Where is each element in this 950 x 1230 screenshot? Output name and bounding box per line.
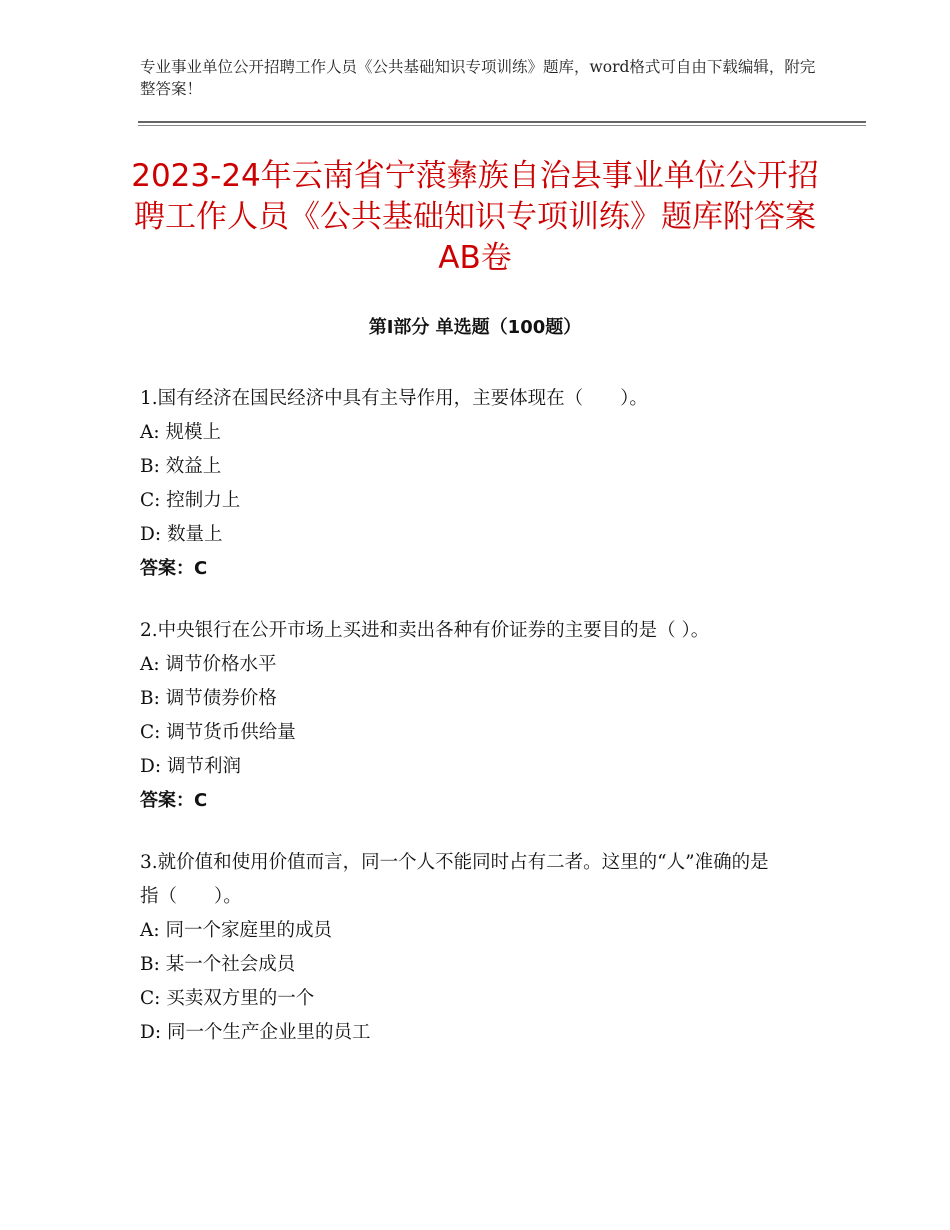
option-letter: D:	[140, 1022, 162, 1043]
option-letter: A:	[140, 920, 160, 941]
header-note: 专业事业单位公开招聘工作人员《公共基础知识专项训练》题库，word格式可自由下载编辑，附完整答案！	[140, 58, 816, 98]
option-letter: B:	[140, 688, 160, 709]
option-text: 调节债券价格	[165, 688, 277, 709]
question-3	[140, 846, 780, 1050]
option-letter: C:	[140, 988, 161, 1009]
option-letter: D:	[140, 524, 162, 545]
option-c	[140, 716, 780, 750]
section-heading: 第Ⅰ部分 单选题（100题）	[368, 317, 582, 338]
option-text: 买卖双方里的一个	[166, 988, 315, 1009]
option-text: 控制力上	[166, 490, 241, 511]
question-2	[140, 614, 780, 818]
option-a	[140, 914, 780, 948]
option-c	[140, 982, 780, 1016]
option-c	[140, 484, 780, 518]
option-letter: A:	[140, 654, 160, 675]
option-a	[140, 648, 780, 682]
option-d	[140, 1016, 780, 1050]
option-text: 调节价格水平	[165, 654, 277, 675]
option-b	[140, 948, 780, 982]
page-title: 2023-24年云南省宁蒗彝族自治县事业单位公开招聘工作人员《公共基础知识专项训练》题库附答案AB卷	[131, 158, 819, 276]
option-b	[140, 682, 780, 716]
option-text: 某一个社会成员	[165, 954, 296, 975]
option-text: 调节利润	[166, 756, 241, 777]
option-letter: C:	[140, 722, 161, 743]
option-text: 同一个家庭里的成员	[165, 920, 332, 941]
answer: 答案：C	[140, 790, 208, 811]
question-stem: 1.国有经济在国民经济中具有主导作用，主要体现在（ ）。	[140, 388, 648, 409]
question-list	[140, 382, 780, 1078]
option-text: 调节货币供给量	[166, 722, 296, 743]
option-a	[140, 416, 780, 450]
option-letter: C:	[140, 490, 161, 511]
option-letter: B:	[140, 456, 160, 477]
option-letter: B:	[140, 954, 160, 975]
option-letter: D:	[140, 756, 162, 777]
answer: 答案：C	[140, 558, 208, 579]
option-text: 数量上	[166, 524, 223, 545]
option-d	[140, 518, 780, 552]
option-d	[140, 750, 780, 784]
question-1	[140, 382, 780, 586]
question-stem: 2.中央银行在公开市场上买进和卖出各种有价证券的主要目的是（ ）。	[140, 620, 710, 641]
option-text: 效益上	[165, 456, 222, 477]
option-text: 规模上	[165, 422, 221, 443]
header-divider-thin	[138, 125, 866, 126]
question-stem: 3.就价值和使用价值而言，同一个人不能同时占有二者。这里的“人”准确的是指（ ）。	[140, 852, 769, 907]
option-text: 同一个生产企业里的员工	[166, 1022, 371, 1043]
option-b	[140, 450, 780, 484]
header-divider	[138, 121, 866, 123]
option-letter: A:	[140, 422, 160, 443]
